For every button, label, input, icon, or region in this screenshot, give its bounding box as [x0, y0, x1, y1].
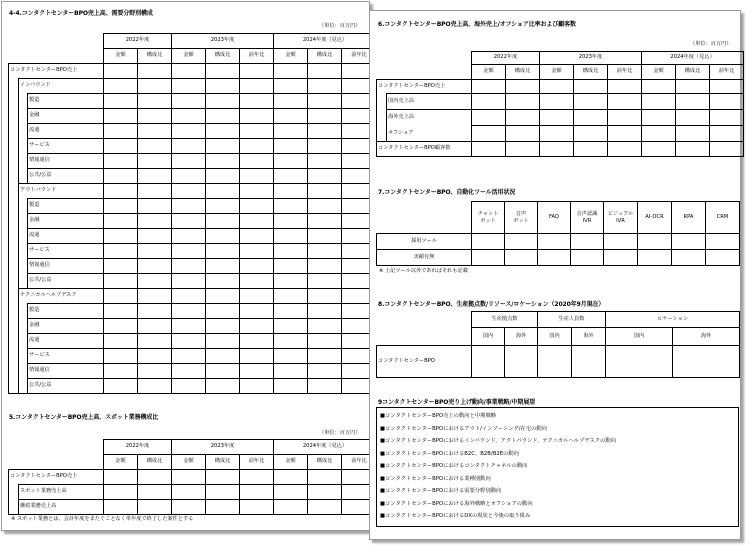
item-label: 金融 — [28, 109, 104, 124]
row-label-total: コンタクトセンターBPO売上 — [9, 470, 104, 485]
left-page — [1, 1, 370, 531]
col-share: 構成比 — [206, 49, 240, 64]
unit-label-6: （単位：百万円） — [690, 41, 732, 47]
row-label-domestic: 国内売上高 — [387, 94, 472, 110]
col-amount: 金額 — [172, 49, 206, 64]
item-label: 流通 — [28, 334, 104, 349]
strategy-list-item: ■コンタクトセンターBPOにおける業種別動向 — [380, 475, 491, 482]
tool-ai-ocr: AI-OCR — [638, 202, 672, 234]
item-label: サービス — [28, 349, 104, 364]
col-amount: 金額 — [642, 65, 676, 80]
section-4-4-table — [8, 33, 377, 394]
row-label-overseas: 海外売上高 — [387, 110, 472, 126]
item-label: 製造 — [28, 199, 104, 214]
item-label: 金融 — [28, 319, 104, 334]
row-label-total: コンタクトセンターBPO売上 — [377, 80, 472, 94]
year-header-2023: 2023年度 — [172, 440, 274, 455]
col-amount: 金額 — [540, 65, 574, 80]
item-label: 公共/公益 — [28, 169, 104, 184]
strategy-list-item: ■コンタクトセンターBPOにおけるDXの現状と今後の取り組み — [380, 513, 531, 519]
col-share: 構成比 — [138, 455, 172, 470]
section-9-list — [376, 407, 739, 527]
col-share: 構成比 — [206, 455, 240, 470]
unit-label-5: （単位：百万円） — [319, 430, 361, 436]
col-share: 構成比 — [308, 455, 342, 470]
item-label: 流通 — [28, 229, 104, 244]
col-share: 構成比 — [506, 65, 540, 80]
group-label: テクニカルヘルプデスク — [19, 289, 104, 304]
col-share: 構成比 — [308, 49, 342, 64]
col-amount: 金額 — [274, 49, 308, 64]
strategy-list-item: ■コンタクトセンターBPOにおける海外戦略とオフショアの動向 — [380, 500, 533, 507]
item-label: 情報通信 — [28, 259, 104, 274]
row-label-adopted-tools: 採用ツール — [377, 234, 472, 250]
col-yoy: 前年比 — [240, 455, 274, 470]
right-page — [369, 10, 741, 540]
section-6-title: 6.コンタクトセンターBPO売上高、海外売上/オフショア比率および顧客数 — [378, 21, 576, 28]
col-amount: 金額 — [104, 49, 138, 64]
row-label-spot: スポット業務売上高 — [19, 485, 104, 500]
strategy-list-item: ■コンタクトセンターBPOにおける需要分野別動向 — [380, 488, 502, 494]
sub-overseas: 海外 — [673, 328, 740, 346]
item-label: 製造 — [28, 304, 104, 319]
col-share: 構成比 — [676, 65, 710, 80]
tool-rpa: RPA — [672, 202, 706, 234]
row-label-customers: コンタクトセンターBPO顧客数 — [377, 142, 472, 157]
strategy-list-item: ■コンタクトセンターBPO売上の動向と中期戦略 — [380, 413, 497, 419]
tool-chatbot: チャット ボット — [472, 202, 505, 234]
year-header-2022: 2022年度 — [472, 52, 540, 65]
tool-voicebot: 音声 ボット — [505, 202, 538, 234]
sub-domestic: 国内 — [472, 328, 505, 346]
year-header-2024: 2024年度（見込） — [274, 440, 377, 455]
sub-domestic: 国内 — [606, 328, 673, 346]
col-amount: 金額 — [172, 455, 206, 470]
row-label-bpo: コンタクトセンターBPO — [377, 346, 472, 378]
tool-visual-ivr: ビジュアル IVR — [604, 202, 638, 234]
tool-crm: CRM — [706, 202, 740, 234]
year-header-2022: 2022年度 — [104, 34, 172, 49]
section-7-note: ※ 上記ツール以外であればそれも記載 — [379, 268, 468, 274]
row-label-offshore: オフショア — [387, 126, 472, 142]
sub-overseas: 海外 — [505, 328, 538, 346]
item-label: 公共/公益 — [28, 274, 104, 289]
item-label: サービス — [28, 139, 104, 154]
header-staff: 生産人員数 — [538, 312, 606, 328]
col-share: 構成比 — [138, 49, 172, 64]
section-7-title: 7.コンタクトセンターBPO、自動化ツール活用状況 — [378, 189, 516, 196]
row-label-continuing: 継続業務売上高 — [19, 500, 104, 515]
header-location: ロケーション — [606, 312, 740, 328]
item-label: サービス — [28, 244, 104, 259]
col-yoy: 前年比 — [608, 65, 642, 80]
item-label: 金融 — [28, 214, 104, 229]
strategy-list-item: ■コンタクトセンターBPOにおけるB2C、B2B/B2Eの動向 — [380, 450, 519, 457]
section-8-title: 8.コンタクトセンターBPO、生産拠点数/リソース/ロケーション（2020年9月現在） — [378, 301, 605, 308]
tool-faq: FAQ — [538, 202, 571, 234]
row-label-total: コンタクトセンターBPO売上 — [9, 64, 104, 79]
item-label: 情報通信 — [28, 364, 104, 379]
col-amount: 金額 — [104, 455, 138, 470]
section-8-table — [376, 311, 740, 378]
year-header-2023: 2023年度 — [172, 34, 274, 49]
section-6-table — [376, 51, 744, 157]
row-label-track-record: 実績有無 — [377, 250, 472, 266]
item-label: 流通 — [28, 124, 104, 139]
strategy-list-item: ■コンタクトセンターBPOにおけるインバウンド、アウトバウンド、テクニカルヘルプデスクの動向 — [380, 438, 616, 444]
col-amount: 金額 — [472, 65, 506, 80]
sub-domestic: 国内 — [538, 328, 572, 346]
col-share: 構成比 — [574, 65, 608, 80]
section-5-table — [8, 439, 377, 515]
unit-label-4-4: （単位：百万円） — [319, 23, 361, 29]
header-sites: 生産拠点数 — [472, 312, 538, 328]
group-label: アウトバウンド — [19, 184, 104, 199]
year-header-2024: 2024年度（見込） — [642, 52, 744, 65]
col-yoy: 前年比 — [240, 49, 274, 64]
col-yoy: 前年比 — [342, 455, 377, 470]
col-amount: 金額 — [274, 455, 308, 470]
item-label: 情報通信 — [28, 154, 104, 169]
section-5-note: ※ スポット業務とは、会計年度をまたぐことなく単年度で終了した案件とする — [11, 516, 194, 522]
year-header-2023: 2023年度 — [540, 52, 642, 65]
group-label: インバウンド — [19, 79, 104, 94]
col-yoy: 前年比 — [342, 49, 377, 64]
section-4-4-title: 4-4.コンタクトセンターBPO売上高、需要分野別構成 — [9, 10, 153, 17]
year-header-2024: 2024年度（見込） — [274, 34, 377, 49]
sub-overseas: 海外 — [572, 328, 606, 346]
strategy-list-item: ■コンタクトセンターBPOにおけるコンタクトチャネルの動向 — [380, 463, 528, 469]
tool-speech-ivr: 音声認識 IVR — [571, 202, 604, 234]
item-label: 公共/公益 — [28, 379, 104, 394]
col-yoy: 前年比 — [710, 65, 744, 80]
year-header-2022: 2022年度 — [104, 440, 172, 455]
section-9-title: 9コンタクトセンターBPO売り上げ動向/事業戦略/中期展望 — [378, 399, 536, 406]
strategy-list-item: ■コンタクトセンターBPOにおけるアウト/インソーシング/在宅の動向 — [380, 425, 547, 432]
section-5-title: 5.コンタクトセンターBPO売上高、スポット業務構成比 — [9, 414, 159, 421]
section-7-table — [376, 201, 740, 266]
item-label: 製造 — [28, 94, 104, 109]
